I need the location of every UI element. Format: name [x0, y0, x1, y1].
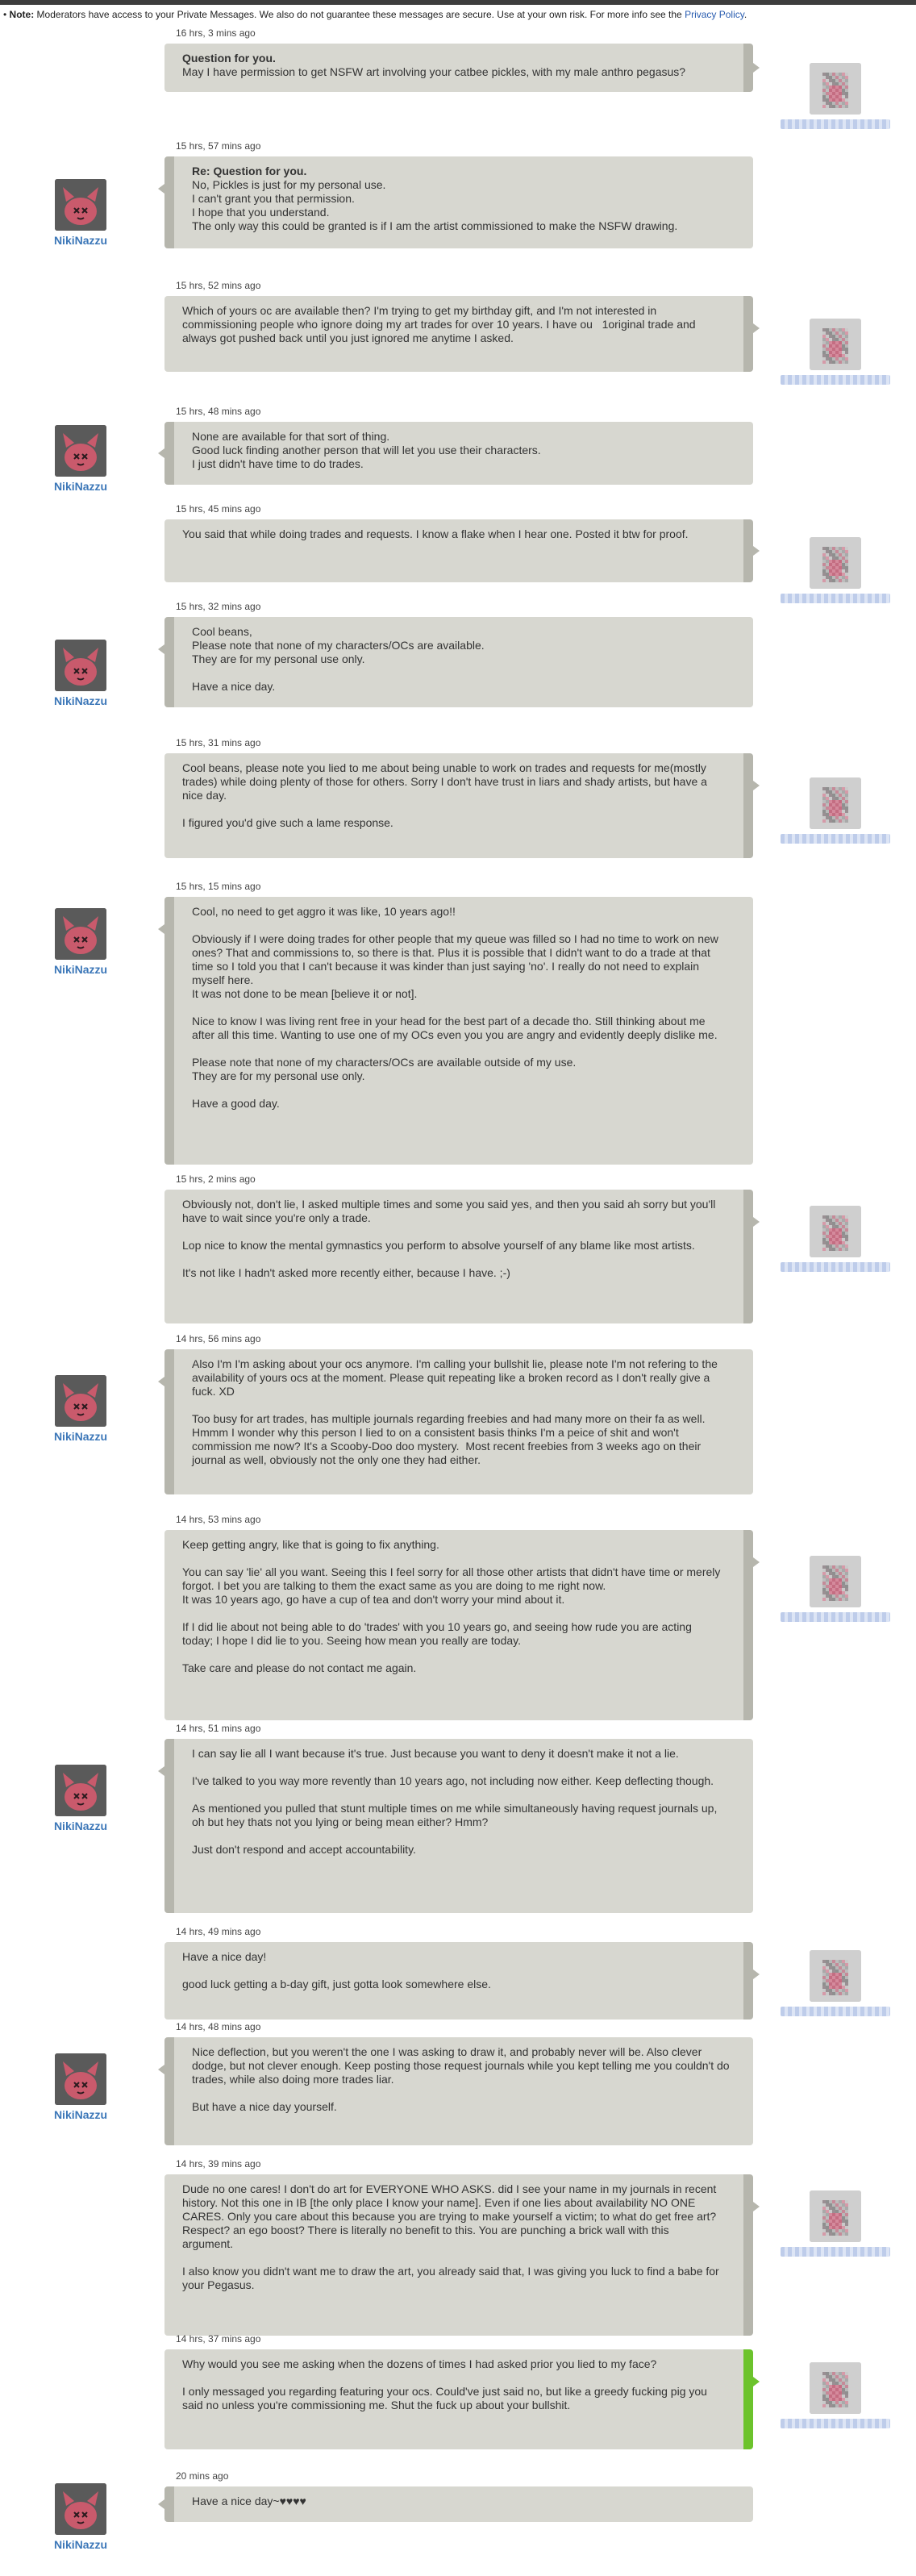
message-subject: Question for you.	[182, 52, 276, 65]
bubble-pointer	[158, 924, 164, 934]
bubble-pointer	[158, 644, 164, 654]
other-user-name-link[interactable]: NikiNazzu	[53, 2108, 108, 2121]
message-paragraph: Why would you see me asking when the dozens of times I had asked prior you lied to my face?	[182, 2357, 657, 2370]
my-username-blurred[interactable]	[781, 119, 890, 129]
message-timestamp: 14 hrs, 48 mins ago	[176, 2021, 261, 2032]
message-paragraph: Keep getting angry, like that is going to fix anything.	[182, 1538, 439, 1551]
message-timestamp: 14 hrs, 37 mins ago	[176, 2333, 261, 2345]
message-paragraph: I only messaged you regarding featuring your ocs. Could've just said no, but like a greedy fucking pig you said no unless you're commissioning me. Shut the fuck up about your bullshit.	[182, 2385, 710, 2411]
message-paragraph: But have a nice day yourself.	[192, 2100, 337, 2113]
message-paragraph: good luck getting a b-day gift, just gotta look somewhere else.	[182, 1978, 491, 1990]
message-paragraph: No, Pickles is just for my personal use. I can't grant you that permission. I hope that you understand. The only way this could be granted is if I am the artist commissioned to make the NSFW drawing.	[192, 178, 678, 232]
message-paragraph: None are available for that sort of thing. Good luck finding another person that will let you use their characters. I just didn't have time to do trades.	[192, 430, 541, 470]
my-avatar[interactable]	[810, 777, 861, 829]
message-timestamp: 15 hrs, 48 mins ago	[176, 406, 261, 417]
bubble-pointer	[753, 63, 760, 73]
privacy-policy-link[interactable]: Privacy Policy	[685, 9, 744, 20]
message-timestamp: 15 hrs, 15 mins ago	[176, 881, 261, 892]
message-paragraph: Cool beans, please note you lied to me about being unable to work on trades and requests for me(mostly trades) while doing plenty of those for others. Sorry I don't have trust in liars and shady artists, but have a nice day.	[182, 761, 710, 802]
message-paragraph: Too busy for art trades, has multiple journals regarding freebies and had many more on their fa as well. Hmmm I wonder why this person I lied to on a consistent basis thinks I'm a peice of shit and won't commission me now? It's a Scooby-Doo doo mystery. Most recent freebies from 3 weeks ago on their journal as well, obviously not the only one they had either.	[192, 1412, 709, 1466]
other-user-avatar[interactable]	[55, 2053, 106, 2105]
message-timestamp: 15 hrs, 52 mins ago	[176, 280, 261, 291]
bubble-pointer	[753, 1970, 760, 1979]
message-paragraph: Have a nice day~♥♥♥♥	[192, 2495, 306, 2507]
my-username-blurred[interactable]	[781, 1612, 890, 1622]
message-paragraph: Also I'm I'm asking about your ocs anymore. I'm calling your bullshit lie, please note I'm not refering to the availability of yours ocs at the moment. Please quit repeating like a broken record as I don't really give a fuck. XD	[192, 1357, 721, 1398]
other-user-name-link[interactable]: NikiNazzu	[53, 963, 108, 976]
my-username-blurred[interactable]	[781, 2419, 890, 2428]
message-paragraph: May I have permission to get NSFW art involving your catbee pickles, with my male anthro pegasus?	[182, 65, 686, 78]
my-username-blurred[interactable]	[781, 834, 890, 844]
message-paragraph: Have a good day.	[192, 1097, 280, 1110]
message-paragraph: Have a nice day.	[192, 680, 276, 693]
message-bubble	[164, 1739, 753, 1913]
my-avatar[interactable]	[810, 1206, 861, 1257]
my-avatar[interactable]	[810, 1556, 861, 1607]
my-avatar[interactable]	[810, 2190, 861, 2242]
message-bubble	[164, 1349, 753, 1494]
message-timestamp: 15 hrs, 32 mins ago	[176, 601, 261, 612]
message-paragraph: Nice to know I was living rent free in your head for the best part of a decade tho. Still thinking about me after all this time. Wanting to use one of my OCs even you you are angry and evidently deeply dislike me.	[192, 1015, 718, 1041]
note-text: Moderators have access to your Private Messages. We also do not guarantee these messages are secure. Use at your own risk. For more info see the	[34, 9, 685, 20]
bubble-pointer	[158, 184, 164, 194]
message-paragraph: Dude no one cares! I don't do art for EVERYONE WHO ASKS. did I see your name in my journals in recent history. Not this one in IB [the only place I know your name]. Even if one lies about availability NO ONE CARES. Only you care about this because you are trying to make yourself a victim; to what do get free art? Respect? an ego boost? There is literally no benefit to this. You are punching a brick wall with this argument.	[182, 2182, 720, 2250]
other-user-name-link[interactable]: NikiNazzu	[53, 1819, 108, 1832]
message-paragraph: Obviously if I were doing trades for other people that my queue was filled so I had no time to work on new ones? That and commissions to, so there is that. Plus it is possible that I didn't want to do a trade at that time so I told you that I can't because it was kinder than just saying 'no'. I really do not need to explain myself here. It was not done to be mean [believe it or not].	[192, 932, 718, 1000]
message-timestamp: 14 hrs, 39 mins ago	[176, 2158, 261, 2170]
message-paragraph: I can say lie all I want because it's true. Just because you want to deny it doesn't make it not a lie.	[192, 1747, 679, 1760]
top-bar	[0, 0, 916, 5]
message-paragraph: You can say 'lie' all you want. Seeing this I feel sorry for all those other artists that didn't have time or merely forgot. I bet you are talking to them the exact same as you are doing to me right now. It was 10 years ago, go have a cup of tea and don't worry your mind about it.	[182, 1565, 721, 1606]
message-bubble	[164, 296, 753, 372]
other-user-name-link[interactable]: NikiNazzu	[53, 2538, 108, 2551]
message-paragraph: Lop nice to know the mental gymnastics you perform to absolve yourself of any blame like most artists.	[182, 1239, 695, 1252]
bubble-pointer	[753, 2377, 760, 2386]
message-paragraph: You said that while doing trades and requests. I know a flake when I hear one. Posted it btw for proof.	[182, 527, 689, 540]
message-bubble	[164, 2037, 753, 2145]
message-bubble	[164, 617, 753, 707]
message-bubble	[164, 897, 753, 1165]
my-avatar[interactable]	[810, 2362, 861, 2414]
bubble-pointer	[753, 2202, 760, 2211]
message-bubble	[164, 1190, 753, 1323]
other-user-name-link[interactable]: NikiNazzu	[53, 480, 108, 493]
bubble-pointer	[753, 323, 760, 333]
message-timestamp: 15 hrs, 2 mins ago	[176, 1173, 256, 1185]
message-bubble	[164, 2349, 753, 2449]
message-paragraph: Take care and please do not contact me again.	[182, 1661, 417, 1674]
my-username-blurred[interactable]	[781, 1262, 890, 1272]
bubble-pointer	[158, 2065, 164, 2074]
bubble-pointer	[158, 1766, 164, 1776]
message-timestamp: 14 hrs, 56 mins ago	[176, 1333, 261, 1344]
message-paragraph: It's not like I hadn't asked more recently either, because I have. ;-)	[182, 1266, 510, 1279]
other-user-avatar[interactable]	[55, 179, 106, 231]
my-avatar[interactable]	[810, 319, 861, 370]
my-avatar[interactable]	[810, 1950, 861, 2002]
message-bubble	[164, 1942, 753, 2020]
privacy-note: • Note: Moderators have access to your Private Messages. We also do not guarantee these messages are secure. Use at your own risk. For more info see the Privacy Policy.	[3, 9, 747, 20]
my-username-blurred[interactable]	[781, 375, 890, 385]
bubble-pointer	[753, 546, 760, 556]
bubble-pointer	[753, 1557, 760, 1567]
message-paragraph: I also know you didn't want me to draw the art, you already said that, I was giving you luck to find a babe for your Pegasus.	[182, 2265, 722, 2291]
message-bubble	[164, 156, 753, 248]
message-timestamp: 16 hrs, 3 mins ago	[176, 27, 256, 39]
message-timestamp: 14 hrs, 51 mins ago	[176, 1723, 261, 1734]
message-paragraph: If I did lie about not being able to do 'trades' with you 10 years go, and seeing how rude you are acting today; I hope I did lie to you. Seeing how mean you really are today.	[182, 1620, 695, 1647]
bubble-pointer	[158, 448, 164, 458]
message-paragraph: I've talked to you way more revently than 10 years ago, not including now either. Keep deflecting though.	[192, 1774, 714, 1787]
other-user-avatar[interactable]	[55, 1375, 106, 1427]
message-timestamp: 14 hrs, 53 mins ago	[176, 1514, 261, 1525]
message-paragraph: Cool, no need to get aggro it was like, 10 years ago!!	[192, 905, 456, 918]
message-paragraph: Obviously not, don't lie, I asked multiple times and some you said yes, and then you said ah sorry but you'll have to wait since you're only a trade.	[182, 1198, 719, 1224]
bubble-pointer	[158, 1377, 164, 1386]
my-avatar[interactable]	[810, 537, 861, 589]
message-paragraph: Please note that none of my characters/OCs are available outside of my use. They are for my personal use only.	[192, 1056, 577, 1082]
my-username-blurred[interactable]	[781, 2247, 890, 2257]
my-username-blurred[interactable]	[781, 2007, 890, 2016]
message-paragraph: Which of yours oc are available then? I'm trying to get my birthday gift, and I'm not interested in commissioning people who ignore doing my art trades for over 10 years. I have ou 1original trade and always got pushed back until you just ignored me anytime I asked.	[182, 304, 699, 344]
message-timestamp: 15 hrs, 45 mins ago	[176, 503, 261, 515]
other-user-name-link[interactable]: NikiNazzu	[53, 234, 108, 247]
message-paragraph: Nice deflection, but you weren't the one I was asking to draw it, and probably never will be. Also clever dodge, but not clever enough. Keep posting those request journals while you kept telling me you couldn't do trades, while also doing more trades liar.	[192, 2045, 733, 2086]
note-label: Note:	[9, 9, 35, 20]
message-timestamp: 20 mins ago	[176, 2470, 229, 2482]
bubble-pointer	[753, 1217, 760, 1227]
message-timestamp: 15 hrs, 31 mins ago	[176, 737, 261, 748]
message-bubble	[164, 2486, 753, 2522]
message-paragraph: I figured you'd give such a lame response.	[182, 816, 393, 829]
other-user-name-link[interactable]: NikiNazzu	[53, 1430, 108, 1443]
other-user-avatar[interactable]	[55, 1765, 106, 1816]
other-user-avatar[interactable]	[55, 640, 106, 691]
message-timestamp: 15 hrs, 57 mins ago	[176, 140, 261, 152]
other-user-avatar[interactable]	[55, 425, 106, 477]
message-bubble	[164, 519, 753, 582]
message-bubble	[164, 753, 753, 858]
message-subject: Re: Question for you.	[192, 165, 307, 177]
other-user-name-link[interactable]: NikiNazzu	[53, 694, 108, 707]
my-username-blurred[interactable]	[781, 594, 890, 603]
other-user-avatar[interactable]	[55, 2483, 106, 2535]
message-paragraph: Cool beans, Please note that none of my characters/OCs are available. They are for my personal use only.	[192, 625, 485, 665]
message-bubble	[164, 2174, 753, 2336]
message-bubble	[164, 422, 753, 485]
message-timestamp: 14 hrs, 49 mins ago	[176, 1926, 261, 1937]
message-paragraph: As mentioned you pulled that stunt multiple times on me while simultaneously having request journals up, oh but hey thats not you lying or being mean either? Hmm?	[192, 1802, 721, 1828]
message-paragraph: Have a nice day!	[182, 1950, 267, 1963]
message-bubble	[164, 44, 753, 92]
my-avatar[interactable]	[810, 63, 861, 115]
bubble-pointer	[753, 781, 760, 790]
bubble-pointer	[158, 2499, 164, 2509]
message-paragraph: Just don't respond and accept accountability.	[192, 1843, 416, 1856]
message-bubble	[164, 1530, 753, 1720]
other-user-avatar[interactable]	[55, 908, 106, 960]
